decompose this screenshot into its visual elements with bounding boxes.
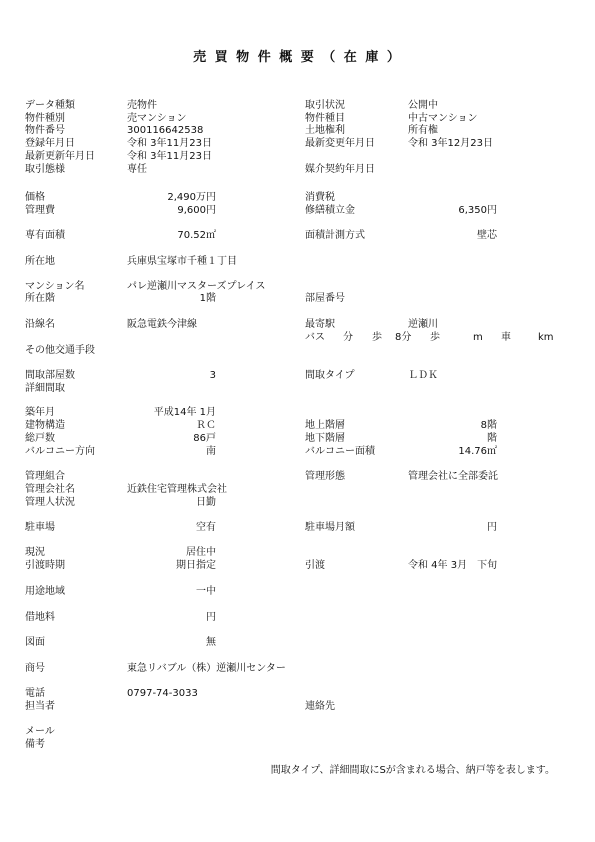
room-count-value: 3 <box>209 370 216 381</box>
underground-floors-value: 階 <box>487 433 497 444</box>
row-room-count <box>0 370 595 382</box>
balcony-area-value: 14.76㎡ <box>458 446 497 457</box>
zoning-value: 一中 <box>196 586 216 597</box>
row-trade-name <box>0 663 595 675</box>
registration-date-label: 登録年月日 <box>25 138 75 149</box>
page-title: 売 買 物 件 概 要 （ 在 庫 ） <box>193 50 402 65</box>
row-latest-update-date <box>0 151 595 163</box>
parking-value: 空有 <box>196 522 216 533</box>
phone-value: 0797-74-3033 <box>127 688 198 699</box>
parking-monthly-fee-value: 円 <box>487 522 497 533</box>
property-type-label: 物件種目 <box>305 113 345 124</box>
row-delivery <box>0 560 595 572</box>
layout-type-value: ＬＤＫ <box>408 370 438 381</box>
brokerage-contract-date-label: 媒介契約年月日 <box>305 164 375 175</box>
floor-label: 所在階 <box>25 293 55 304</box>
railway-line-label: 沿線名 <box>25 319 55 330</box>
above-ground-floors-value: 8階 <box>480 420 497 431</box>
car-distance-unit: km <box>538 332 554 343</box>
row-floor-plan <box>0 637 595 649</box>
row-detailed-layout <box>0 383 595 395</box>
row-total-units <box>0 433 595 445</box>
row-property-category <box>0 113 595 125</box>
row-other-transport <box>0 345 595 357</box>
row-land-lease-fee <box>0 612 595 624</box>
structure-value: ＲＣ <box>196 420 216 431</box>
nearest-station-label: 最寄駅 <box>305 319 335 330</box>
balcony-direction-value: 南 <box>206 446 216 457</box>
registration-date-value: 令和 3年11月23日 <box>127 138 212 149</box>
row-exclusive-area <box>0 230 595 242</box>
land-rights-label: 土地権利 <box>305 125 345 136</box>
property-type-value: 中古マンション <box>408 113 478 124</box>
nearest-station-value: 逆瀬川 <box>408 319 438 330</box>
latest-change-date-value: 令和 3年12月23日 <box>408 138 493 149</box>
data-type-value: 売物件 <box>127 100 157 111</box>
trade-name-label: 商号 <box>25 663 45 674</box>
location-label: 所在地 <box>25 256 55 267</box>
property-category-value: 売マンション <box>127 113 187 124</box>
management-fee-value: 9,600円 <box>177 205 216 216</box>
row-management-association <box>0 471 595 483</box>
row-management-fee <box>0 205 595 217</box>
repair-reserve-value: 6,350円 <box>458 205 497 216</box>
current-status-value: 居住中 <box>186 547 216 558</box>
management-association-label: 管理組合 <box>25 471 65 482</box>
current-status-label: 現況 <box>25 547 45 558</box>
person-in-charge-label: 担当者 <box>25 701 55 712</box>
total-units-label: 総戸数 <box>25 433 55 444</box>
row-data-type <box>0 100 595 112</box>
transaction-mode-value: 専任 <box>127 164 147 175</box>
built-label: 築年月 <box>25 407 55 418</box>
transaction-status-label: 取引状況 <box>305 100 345 111</box>
walk-distance-label: 歩 <box>430 332 440 343</box>
management-form-value: 管理会社に全部委託 <box>408 471 498 482</box>
row-person-in-charge <box>0 701 595 713</box>
layout-type-label: 間取タイプ <box>305 370 355 381</box>
management-form-label: 管理形態 <box>305 471 345 482</box>
underground-floors-label: 地下階層 <box>305 433 345 444</box>
parking-label: 駐車場 <box>25 522 55 533</box>
bus-minutes-unit: 分 <box>343 332 353 343</box>
land-lease-fee-label: 借地料 <box>25 612 55 623</box>
row-mansion-name <box>0 281 595 293</box>
latest-change-date-label: 最新変更年月日 <box>305 138 375 149</box>
row-balcony <box>0 446 595 458</box>
walk-label: 歩 <box>372 332 382 343</box>
property-category-label: 物件種別 <box>25 113 65 124</box>
manager-status-label: 管理人状況 <box>25 497 75 508</box>
email-label: メール <box>25 726 55 737</box>
transaction-status-value: 公開中 <box>408 100 438 111</box>
railway-line-value: 阪急電鉄今津線 <box>127 319 197 330</box>
balcony-area-label: バルコニー面積 <box>305 446 375 457</box>
area-measurement-value: 壁芯 <box>477 230 497 241</box>
repair-reserve-label: 修繕積立金 <box>305 205 355 216</box>
walk-minutes-value: 8分 <box>395 332 412 343</box>
area-measurement-label: 面積計測方式 <box>305 230 365 241</box>
delivery-value: 令和 4年 3月 下旬 <box>408 560 498 571</box>
row-property-number <box>0 125 595 137</box>
room-number-label: 部屋番号 <box>305 293 345 304</box>
mansion-name-label: マンション名 <box>25 281 85 292</box>
trade-name-value: 東急リバブル（株）逆瀬川センター <box>127 663 286 674</box>
price-value: 2,490万円 <box>167 192 216 203</box>
consumption-tax-label: 消費税 <box>305 192 335 203</box>
row-parking <box>0 522 595 534</box>
row-zoning <box>0 586 595 598</box>
zoning-label: 用途地域 <box>25 586 65 597</box>
row-registration-date <box>0 138 595 150</box>
floor-plan-label: 図面 <box>25 637 45 648</box>
delivery-timing-label: 引渡時期 <box>25 560 65 571</box>
delivery-label: 引渡 <box>305 560 325 571</box>
structure-label: 建物構造 <box>25 420 65 431</box>
remarks-label: 備考 <box>25 739 45 750</box>
row-manager-status <box>0 497 595 509</box>
footnote: 間取タイプ、詳細間取にSが含まれる場合、納戸等を表します。 <box>270 765 555 776</box>
row-current-status <box>0 547 595 559</box>
parking-monthly-fee-label: 駐車場月額 <box>305 522 355 533</box>
row-transaction-mode <box>0 164 595 176</box>
bus-label: バス <box>305 332 325 343</box>
row-email <box>0 726 595 738</box>
other-transport-label: その他交通手段 <box>25 345 95 356</box>
row-phone <box>0 688 595 700</box>
manager-status-value: 日勤 <box>196 497 216 508</box>
row-location <box>0 256 595 268</box>
price-label: 価格 <box>25 192 45 203</box>
management-fee-label: 管理費 <box>25 205 55 216</box>
row-management-company <box>0 484 595 496</box>
room-count-label: 間取部屋数 <box>25 370 75 381</box>
delivery-timing-value: 期日指定 <box>176 560 216 571</box>
exclusive-area-value: 70.52㎡ <box>177 230 216 241</box>
management-company-label: 管理会社名 <box>25 484 75 495</box>
balcony-direction-label: バルコニー方向 <box>25 446 95 457</box>
row-floor <box>0 293 595 305</box>
location-value: 兵庫県宝塚市千種１丁目 <box>127 256 237 267</box>
detailed-layout-label: 詳細間取 <box>25 383 65 394</box>
phone-label: 電話 <box>25 688 45 699</box>
management-company-value: 近鉄住宅管理株式会社 <box>127 484 227 495</box>
land-rights-value: 所有権 <box>408 125 438 136</box>
row-railway-line <box>0 319 595 331</box>
mansion-name-value: パレ逆瀬川マスターズプレイス <box>127 281 266 292</box>
property-number-value: 300116642538 <box>127 125 204 136</box>
built-value: 平成14年 1月 <box>153 407 216 418</box>
latest-update-date-value: 令和 3年11月23日 <box>127 151 212 162</box>
row-built <box>0 407 595 419</box>
row-price <box>0 192 595 204</box>
row-remarks <box>0 739 595 751</box>
row-access <box>0 332 595 344</box>
land-lease-fee-value: 円 <box>206 612 216 623</box>
data-type-label: データ種類 <box>25 100 75 111</box>
floor-plan-value: 無 <box>206 637 216 648</box>
car-label: 車 <box>501 332 511 343</box>
total-units-value: 86戸 <box>193 433 216 444</box>
contact-label: 連絡先 <box>305 701 335 712</box>
floor-value: 1階 <box>199 293 216 304</box>
above-ground-floors-label: 地上階層 <box>305 420 345 431</box>
row-structure <box>0 420 595 432</box>
exclusive-area-label: 専有面積 <box>25 230 65 241</box>
property-number-label: 物件番号 <box>25 125 65 136</box>
latest-update-date-label: 最新更新年月日 <box>25 151 95 162</box>
walk-distance-unit: m <box>473 332 483 343</box>
transaction-mode-label: 取引態様 <box>25 164 65 175</box>
